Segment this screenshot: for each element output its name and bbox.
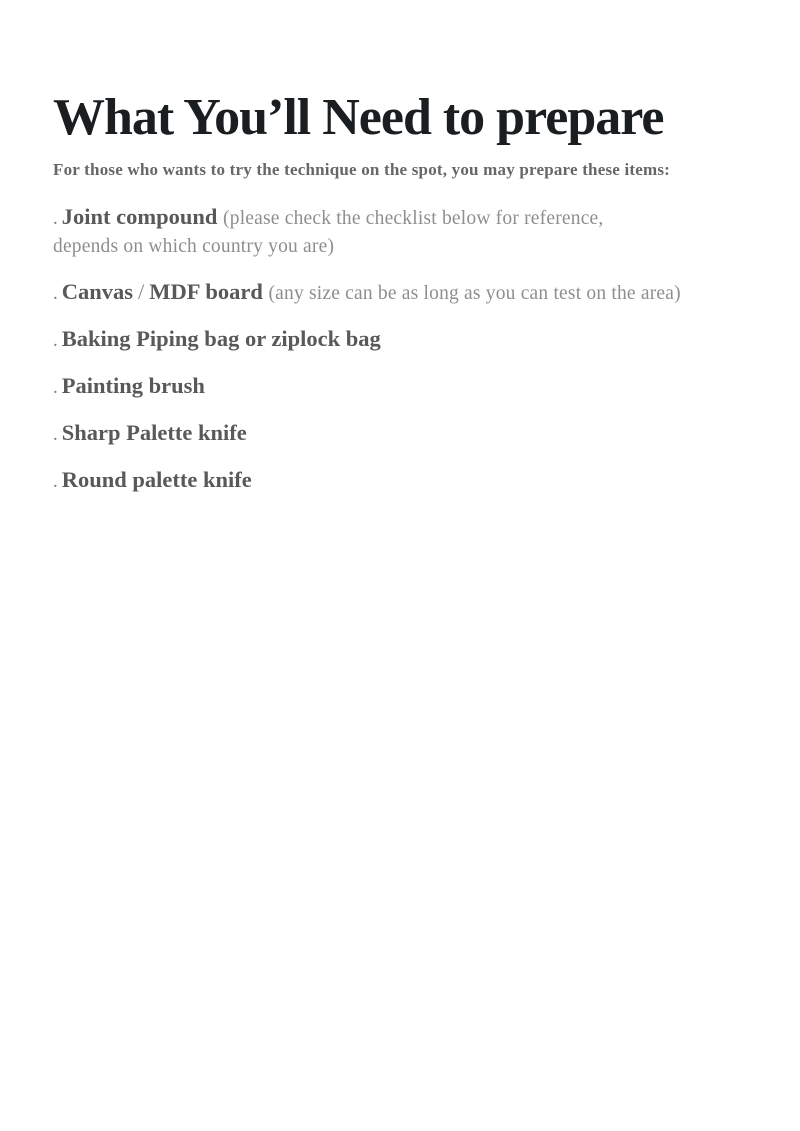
items-list	[53, 204, 790, 495]
item-name: Round palette knife	[61, 466, 252, 492]
list-item-piping-bag	[53, 326, 790, 354]
intro-text: For those who wants to try the technique on the spot, you may prepare these items:	[53, 159, 671, 179]
slash-separator: /	[138, 278, 145, 304]
item-name: Canvas	[61, 278, 134, 304]
item-name: Painting brush	[61, 372, 205, 398]
bullet-dot: .	[53, 329, 58, 351]
bullet-dot: .	[53, 423, 58, 445]
list-item-round-palette-knife	[53, 467, 790, 495]
list-item-joint-compound	[53, 204, 790, 260]
item-note-line2: depends on which country you are)	[53, 235, 335, 257]
item-name: Baking Piping bag or ziplock bag	[61, 325, 381, 351]
list-item-painting-brush	[53, 373, 790, 401]
bullet-dot: .	[53, 470, 58, 492]
item-name-secondary: MDF board	[149, 278, 263, 304]
item-note: (any size can be as long as you can test on the area)	[268, 282, 681, 304]
bullet-dot: .	[53, 376, 58, 398]
item-note: (please check the checklist below for reference,	[223, 207, 604, 229]
bullet-dot: .	[53, 282, 58, 304]
bullet-dot: .	[53, 207, 58, 229]
page-title: What You’ll Need to prepare	[53, 89, 664, 146]
item-name: Sharp Palette knife	[61, 419, 247, 445]
list-item-canvas-mdf-board	[53, 279, 790, 307]
list-item-sharp-palette-knife	[53, 420, 790, 448]
item-name: Joint compound	[61, 203, 218, 229]
